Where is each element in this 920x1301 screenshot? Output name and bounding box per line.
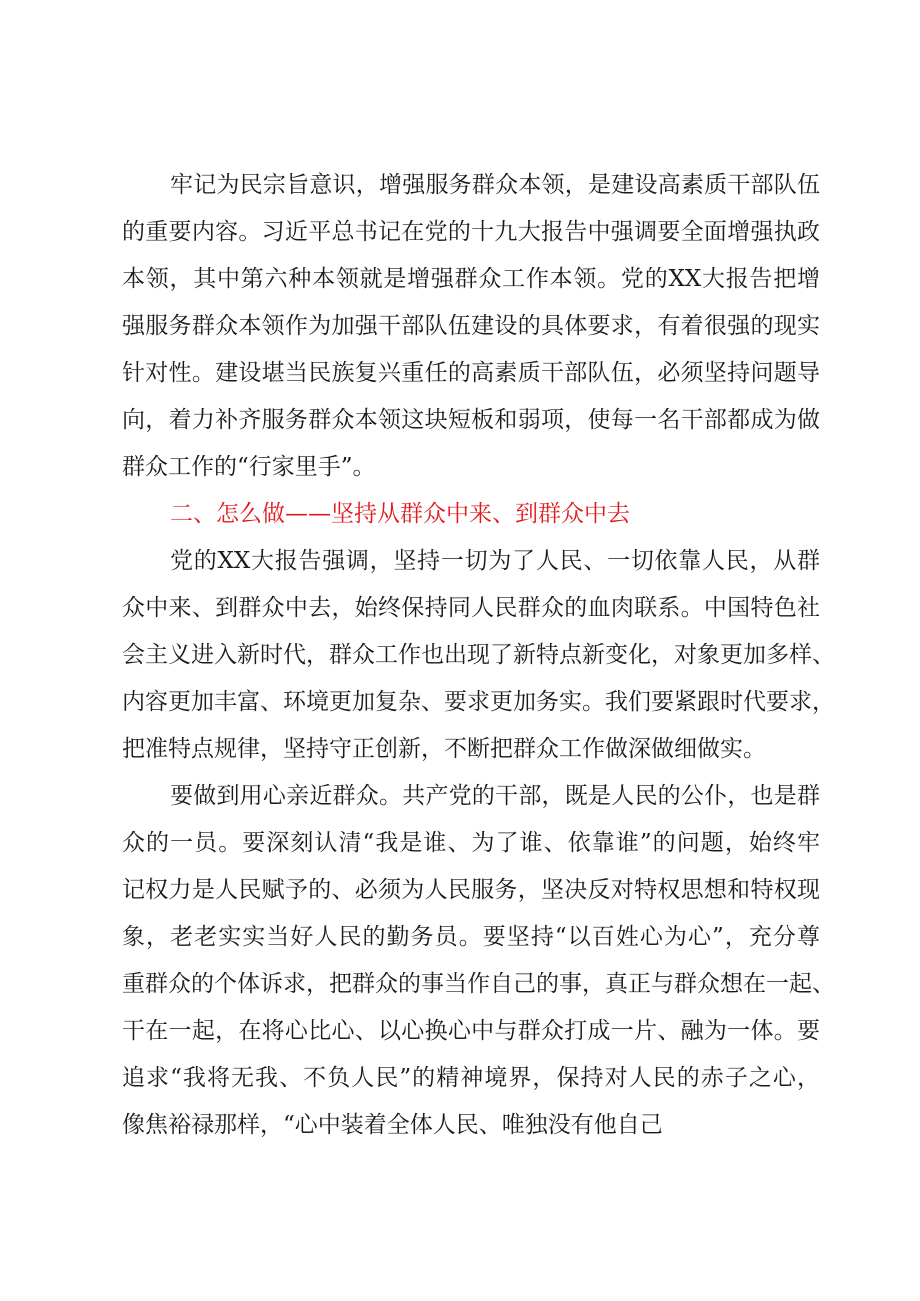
paragraph-3-line-8: 像焦裕禄那样，“心中装着全体人民、唯独没有他自己 xyxy=(122,1112,663,1138)
paragraph-3-line-5: 重群众的个体诉求，把群众的事当作自己的事，真正与群众想在一起、 xyxy=(122,971,835,997)
paragraph-2-line-3: 会主义进入新时代，群众工作也出现了新特点新变化，对象更加多样、 xyxy=(122,642,835,668)
paragraph-2-line-1: 党的XX大报告强调，坚持一切为了人民、一切依靠人民，从群 xyxy=(170,548,820,574)
paragraph-3-line-1: 要做到用心亲近群众。共产党的干部，既是人民的公仆，也是群 xyxy=(170,783,820,809)
paragraph-1-line-2: 的重要内容。习近平总书记在党的十九大报告中强调要全面增强执政 xyxy=(122,219,820,245)
paragraph-3-line-3: 记权力是人民赋予的、必须为人民服务，坚决反对特权思想和特权现 xyxy=(122,877,820,903)
paragraph-2-line-2: 众中来、到群众中去，始终保持同人民群众的血肉联系。中国特色社 xyxy=(122,595,820,621)
paragraph-2-line-4: 内容更加丰富、环境更加复杂、要求更加务实。我们要紧跟时代要求， xyxy=(122,689,835,715)
paragraph-3-line-4: 象，老老实实当好人民的勤务员。要坚持“以百姓心为心”，充分尊 xyxy=(122,924,820,950)
paragraph-3-line-7: 追求“我将无我、不负人民”的精神境界，保持对人民的赤子之心， xyxy=(122,1065,820,1091)
paragraph-1-line-5: 针对性。建设堪当民族复兴重任的高素质干部队伍，必须坚持问题导 xyxy=(122,360,820,386)
paragraph-1-line-4: 强服务群众本领作为加强干部队伍建设的具体要求，有着很强的现实 xyxy=(122,313,820,339)
paragraph-1-line-7: 群众工作的“行家里手”。 xyxy=(122,454,376,480)
section-heading: 二、怎么做——坚持从群众中来、到群众中去 xyxy=(170,501,630,527)
paragraph-1-line-6: 向，着力补齐服务群众本领这块短板和弱项，使每一名干部都成为做 xyxy=(122,407,820,433)
paragraph-1-line-1: 牢记为民宗旨意识，增强服务群众本领，是建设高素质干部队伍 xyxy=(170,172,820,198)
paragraph-1-line-3: 本领，其中第六种本领就是增强群众工作本领。党的XX大报告把增 xyxy=(122,266,820,292)
paragraph-3-line-6: 干在一起，在将心比心、以心换心中与群众打成一片、融为一体。要 xyxy=(122,1018,820,1044)
paragraph-2-line-5: 把准特点规律，坚持守正创新，不断把群众工作做深做细做实。 xyxy=(122,736,766,762)
paragraph-3-line-2: 众的一员。要深刻认清“我是谁、为了谁、依靠谁”的问题，始终牢 xyxy=(122,830,820,856)
